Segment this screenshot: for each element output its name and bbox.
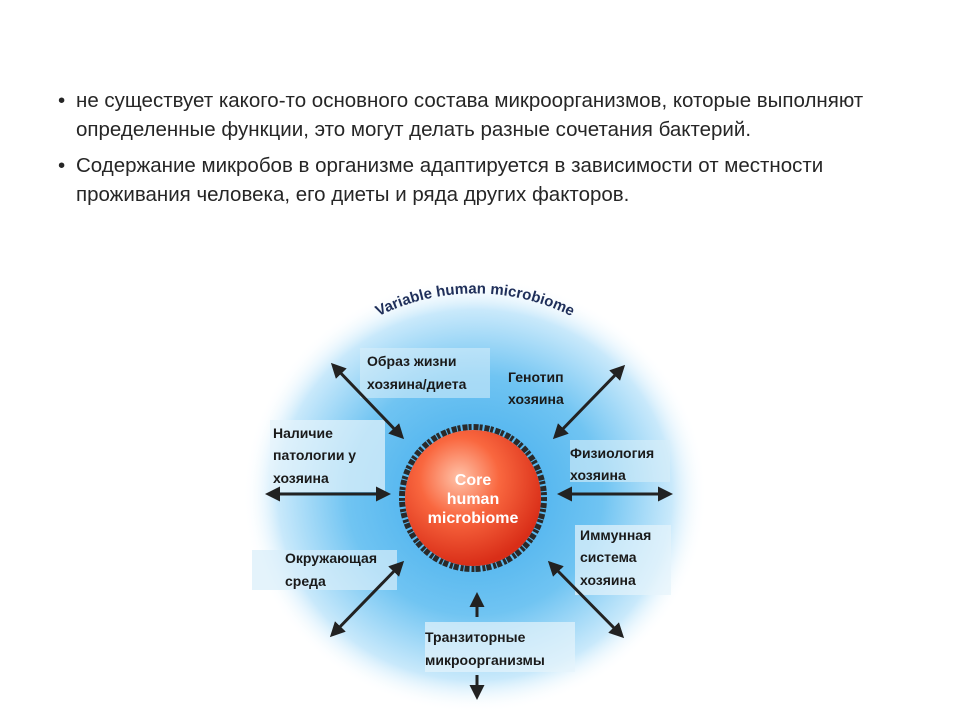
core-line-1: Core	[454, 472, 492, 489]
label-physiology: Физиология хозяина	[570, 445, 655, 483]
label-environment: Окружающая среда	[285, 550, 377, 589]
outer-title: Variable human microbiome	[372, 280, 578, 320]
label-transient: Транзиторные микроорганизмы	[425, 629, 545, 668]
bullet-text: Содержание микробов в организме адаптируется в зависимости от местности проживания человека, его диеты и ряда других факторов.	[76, 154, 824, 206]
bullet-item	[58, 86, 918, 144]
bullet-item	[58, 151, 918, 209]
label-immune: Иммунная система хозяина	[580, 527, 652, 588]
bullet-text: не существует какого-то основного состава микроорганизмов, которые выполняют определенные функции, это могут делать разные сочетания бактерий.	[76, 89, 864, 141]
bullet-list	[58, 86, 918, 216]
label-genotype: Генотип хозяина	[508, 369, 564, 407]
core-line-2: human	[446, 491, 500, 508]
bullet-dot: •	[58, 154, 66, 177]
core-line-3: microbiome	[427, 510, 519, 527]
label-lifestyle: Образ жизни хозяина/диета	[367, 353, 467, 392]
bullet-dot: •	[58, 89, 66, 112]
microbiome-diagram	[240, 270, 720, 710]
label-pathology: Наличие патологии у хозяина	[273, 425, 357, 486]
